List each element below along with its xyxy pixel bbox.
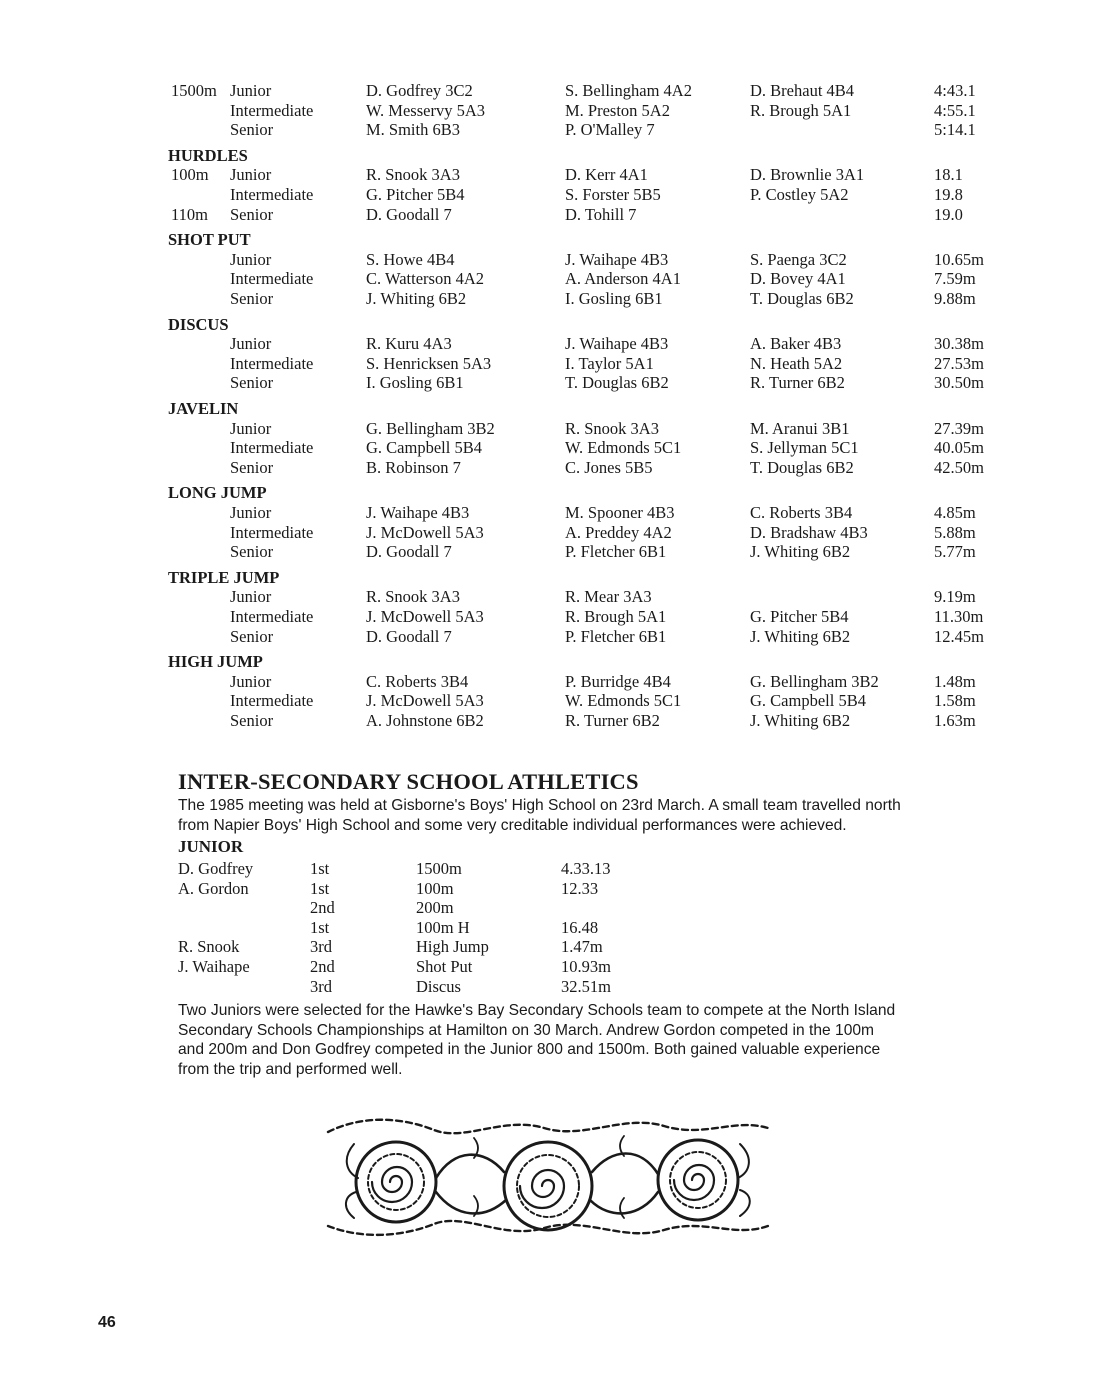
first-place-cell: G. Bellingham 3B2 <box>366 418 495 438</box>
performance-cell: 12.33 <box>561 878 599 898</box>
third-place-cell: P. Costley 5A2 <box>750 185 849 204</box>
first-place-cell: D. Goodall 7 <box>366 626 452 646</box>
section-heading: INTER-SECONDARY SCHOOL ATHLETICS <box>178 769 639 794</box>
event-name-cell: 100m <box>416 878 454 898</box>
paragraph-line: The 1985 meeting was held at Gisborne's Boys' High School on 23rd March. A small team travelled north <box>178 797 901 814</box>
inter-secondary-section <box>178 768 998 1079</box>
second-place-cell: R. Snook 3A3 <box>565 418 659 438</box>
age-group-cell: Junior <box>230 81 272 100</box>
event-name-cell: Shot Put <box>416 957 473 976</box>
third-place-cell: G. Bellingham 3B2 <box>750 671 879 691</box>
event-heading: DISCUS <box>168 314 229 334</box>
second-place-cell: J. Waihape 4B3 <box>565 249 669 269</box>
paragraph-line: and 200m and Don Godfrey competed in the Junior 800 and 1500m. Both gained valuable experience <box>178 1041 881 1059</box>
result-row <box>0 607 1099 627</box>
result-row <box>0 438 1099 458</box>
second-place-cell: W. Edmonds 5C1 <box>565 691 682 711</box>
third-place-cell: D. Bovey 4A1 <box>750 269 846 289</box>
scroll-ornament-icon <box>324 1108 772 1246</box>
second-place-cell: C. Jones 5B5 <box>565 457 653 477</box>
result-cell: 5:14.1 <box>934 120 976 140</box>
performance-cell: 10.93m <box>561 957 611 976</box>
first-place-cell: R. Kuru 4A3 <box>366 334 452 354</box>
first-place-cell: A. Johnstone 6B2 <box>366 711 484 730</box>
junior-result-row <box>178 957 778 977</box>
result-row <box>0 419 1099 439</box>
result-cell: 27.53m <box>934 353 984 373</box>
age-group-cell: Junior <box>230 334 272 354</box>
age-group-cell: Senior <box>230 120 274 140</box>
junior-results-list <box>178 859 998 996</box>
age-group-cell: Junior <box>230 249 272 269</box>
age-group-cell: Junior <box>230 587 272 607</box>
junior-result-row <box>178 937 778 957</box>
third-place-cell: M. Aranui 3B1 <box>750 418 850 438</box>
result-cell: 1.63m <box>934 711 976 730</box>
third-place-cell: G. Campbell 5B4 <box>750 691 866 711</box>
junior-result-row <box>178 918 778 938</box>
result-cell: 4:55.1 <box>934 100 976 120</box>
third-place-cell: R. Brough 5A1 <box>750 100 852 120</box>
event-heading: HURDLES <box>168 145 248 165</box>
result-row <box>0 205 1099 225</box>
age-group-cell: Senior <box>230 626 274 646</box>
intro-paragraph <box>178 796 998 835</box>
paragraph-line: from Napier Boys' High School and some very creditable individual performances were achieved. <box>178 816 847 834</box>
result-row <box>0 334 1099 354</box>
athlete-name-cell: D. Godfrey <box>178 859 254 878</box>
result-cell: 1.48m <box>934 671 976 691</box>
third-place-cell: J. Whiting 6B2 <box>750 711 851 730</box>
distance-cell: 100m <box>171 165 209 185</box>
result-cell: 4:43.1 <box>934 81 976 100</box>
paragraph-line: from the trip and performed well. <box>178 1060 403 1078</box>
result-row <box>0 458 1099 478</box>
athlete-name-cell: A. Gordon <box>178 878 249 898</box>
result-cell: 7.59m <box>934 269 976 289</box>
second-place-cell: J. Waihape 4B3 <box>565 334 669 354</box>
first-place-cell: D. Goodall 7 <box>366 542 452 562</box>
third-place-cell: T. Douglas 6B2 <box>750 457 854 477</box>
second-place-cell: A. Preddey 4A2 <box>565 522 672 542</box>
performance-cell: 1.47m <box>561 937 603 957</box>
result-cell: 12.45m <box>934 626 984 646</box>
second-place-cell: R. Mear 3A3 <box>565 587 652 607</box>
age-group-cell: Senior <box>230 542 274 562</box>
third-place-cell: S. Jellyman 5C1 <box>750 438 859 458</box>
age-group-cell: Junior <box>230 418 272 438</box>
athlete-name-cell: J. Waihape <box>178 957 250 976</box>
third-place-cell: J. Whiting 6B2 <box>750 626 851 646</box>
event-heading: JAVELIN <box>168 399 239 418</box>
performance-cell: 4.33.13 <box>561 859 611 878</box>
result-row <box>0 373 1099 393</box>
junior-result-row <box>178 859 778 879</box>
third-place-cell: D. Bradshaw 4B3 <box>750 522 868 542</box>
second-place-cell: A. Anderson 4A1 <box>565 269 681 289</box>
result-row <box>0 289 1099 309</box>
age-group-cell: Intermediate <box>230 185 314 204</box>
placing-cell: 1st <box>310 878 330 898</box>
first-place-cell: G. Campbell 5B4 <box>366 438 482 458</box>
distance-cell: 1500m <box>171 81 217 100</box>
age-group-cell: Senior <box>230 289 274 308</box>
result-row <box>0 185 1099 205</box>
third-place-cell: A. Baker 4B3 <box>750 334 842 354</box>
third-place-cell: T. Douglas 6B2 <box>750 289 854 308</box>
first-place-cell: J. McDowell 5A3 <box>366 607 484 626</box>
second-place-cell: M. Spooner 4B3 <box>565 503 675 522</box>
second-place-cell: I. Gosling 6B1 <box>565 289 663 308</box>
result-row <box>0 354 1099 374</box>
result-cell: 5.88m <box>934 522 976 542</box>
event-heading: SHOT PUT <box>168 230 251 250</box>
second-place-cell: D. Tohill 7 <box>565 204 637 224</box>
age-group-cell: Junior <box>230 671 272 691</box>
third-place-cell: D. Brehaut 4B4 <box>750 81 855 100</box>
junior-subheading: JUNIOR <box>178 837 244 856</box>
third-place-cell: R. Turner 6B2 <box>750 373 845 393</box>
closing-paragraph <box>178 1001 998 1079</box>
distance-cell: 110m <box>171 204 208 224</box>
result-row <box>0 120 1099 140</box>
first-place-cell: D. Godfrey 3C2 <box>366 81 473 100</box>
paragraph-line: Two Juniors were selected for the Hawke's Bay Secondary Schools team to compete at the North Island <box>178 1002 896 1020</box>
result-row <box>0 165 1099 185</box>
event-name-cell: Discus <box>416 976 461 996</box>
placing-cell: 1st <box>310 917 330 937</box>
second-place-cell: P. Fletcher 6B1 <box>565 626 667 646</box>
result-cell: 19.0 <box>934 204 963 224</box>
event-heading: TRIPLE JUMP <box>168 567 280 587</box>
result-cell: 42.50m <box>934 457 984 477</box>
result-row <box>0 503 1099 523</box>
junior-result-row <box>178 977 778 997</box>
age-group-cell: Intermediate <box>230 100 314 120</box>
third-place-cell: N. Heath 5A2 <box>750 353 843 373</box>
third-place-cell: C. Roberts 3B4 <box>750 503 853 522</box>
first-place-cell: G. Pitcher 5B4 <box>366 185 465 204</box>
first-place-cell: W. Messervy 5A3 <box>366 100 486 120</box>
second-place-cell: S. Forster 5B5 <box>565 185 661 204</box>
first-place-cell: C. Watterson 4A2 <box>366 269 484 289</box>
age-group-cell: Intermediate <box>230 353 314 373</box>
result-row <box>0 269 1099 289</box>
placing-cell: 2nd <box>310 898 335 918</box>
result-row <box>0 672 1099 692</box>
result-cell: 27.39m <box>934 418 984 438</box>
junior-result-row <box>178 898 778 918</box>
age-group-cell: Junior <box>230 165 272 185</box>
third-place-cell: G. Pitcher 5B4 <box>750 607 849 626</box>
age-group-cell: Intermediate <box>230 607 314 626</box>
first-place-cell: R. Snook 3A3 <box>366 165 460 185</box>
result-cell: 30.38m <box>934 334 984 354</box>
result-row <box>0 542 1099 562</box>
event-name-cell: 100m H <box>416 917 470 937</box>
result-row <box>0 81 1099 101</box>
event-name-cell: High Jump <box>416 937 489 957</box>
age-group-cell: Intermediate <box>230 269 314 289</box>
first-place-cell: J. Whiting 6B2 <box>366 289 467 308</box>
second-place-cell: T. Douglas 6B2 <box>565 373 669 393</box>
result-row <box>0 587 1099 607</box>
placing-cell: 2nd <box>310 957 335 976</box>
first-place-cell: C. Roberts 3B4 <box>366 671 469 691</box>
placing-cell: 1st <box>310 859 330 878</box>
first-place-cell: J. McDowell 5A3 <box>366 522 484 542</box>
result-cell: 18.1 <box>934 165 963 185</box>
placing-cell: 3rd <box>310 976 332 996</box>
result-cell: 4.85m <box>934 503 976 522</box>
result-cell: 11.30m <box>934 607 984 626</box>
second-place-cell: P. Burridge 4B4 <box>565 671 671 691</box>
result-row <box>0 627 1099 647</box>
third-place-cell: S. Paenga 3C2 <box>750 249 847 269</box>
result-cell: 19.8 <box>934 185 963 204</box>
event-name-cell: 200m <box>416 898 454 918</box>
first-place-cell: S. Howe 4B4 <box>366 249 455 269</box>
second-place-cell: R. Brough 5A1 <box>565 607 667 626</box>
second-place-cell: M. Preston 5A2 <box>565 100 670 120</box>
athlete-name-cell: R. Snook <box>178 937 240 957</box>
page-number: 46 <box>98 1314 116 1331</box>
result-cell: 30.50m <box>934 373 984 393</box>
result-cell: 9.19m <box>934 587 976 607</box>
performance-cell: 32.51m <box>561 976 611 996</box>
age-group-cell: Senior <box>230 373 274 393</box>
second-place-cell: D. Kerr 4A1 <box>565 165 648 185</box>
second-place-cell: R. Turner 6B2 <box>565 711 660 730</box>
second-place-cell: S. Bellingham 4A2 <box>565 81 692 100</box>
third-place-cell: J. Whiting 6B2 <box>750 542 851 562</box>
paragraph-line: Secondary Schools Championships at Hamilton on 30 March. Andrew Gordon competed in the 100m <box>178 1021 875 1039</box>
first-place-cell: J. Waihape 4B3 <box>366 503 470 522</box>
result-row <box>0 691 1099 711</box>
age-group-cell: Intermediate <box>230 522 314 542</box>
result-cell: 1.58m <box>934 691 976 711</box>
result-row <box>0 101 1099 121</box>
result-row <box>0 250 1099 270</box>
result-cell: 9.88m <box>934 289 976 308</box>
placing-cell: 3rd <box>310 937 332 957</box>
age-group-cell: Senior <box>230 711 274 730</box>
age-group-cell: Intermediate <box>230 691 314 711</box>
result-row <box>0 711 1099 731</box>
first-place-cell: B. Robinson 7 <box>366 457 461 477</box>
second-place-cell: I. Taylor 5A1 <box>565 353 654 373</box>
second-place-cell: P. O'Malley 7 <box>565 120 655 140</box>
third-place-cell: D. Brownlie 3A1 <box>750 165 865 185</box>
result-row <box>0 523 1099 543</box>
second-place-cell: P. Fletcher 6B1 <box>565 542 667 562</box>
result-cell: 5.77m <box>934 542 976 562</box>
first-place-cell: J. McDowell 5A3 <box>366 691 484 711</box>
age-group-cell: Senior <box>230 457 274 477</box>
age-group-cell: Senior <box>230 204 274 224</box>
first-place-cell: I. Gosling 6B1 <box>366 373 464 393</box>
event-heading: LONG JUMP <box>168 483 267 503</box>
result-cell: 10.65m <box>934 249 984 269</box>
junior-result-row <box>178 879 778 899</box>
first-place-cell: D. Goodall 7 <box>366 204 452 224</box>
first-place-cell: R. Snook 3A3 <box>366 587 460 607</box>
first-place-cell: S. Henricksen 5A3 <box>366 353 492 373</box>
event-name-cell: 1500m <box>416 859 462 878</box>
second-place-cell: W. Edmonds 5C1 <box>565 438 682 458</box>
age-group-cell: Junior <box>230 503 272 522</box>
performance-cell: 16.48 <box>561 917 599 937</box>
result-cell: 40.05m <box>934 438 984 458</box>
age-group-cell: Intermediate <box>230 438 314 458</box>
event-heading: HIGH JUMP <box>168 652 263 672</box>
first-place-cell: M. Smith 6B3 <box>366 120 460 140</box>
